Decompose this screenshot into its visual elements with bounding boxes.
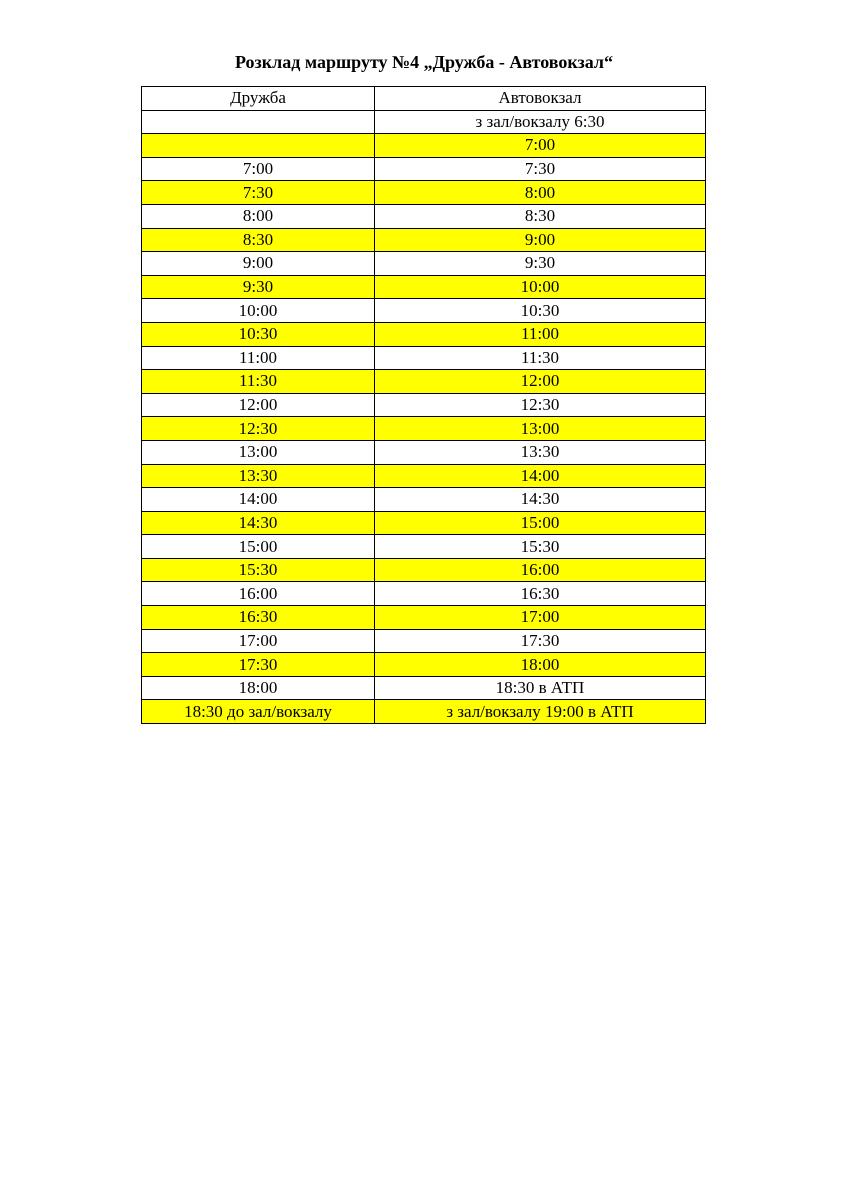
cell-avtovokzal: 12:30	[375, 393, 706, 417]
table-row	[142, 134, 706, 158]
cell-avtovokzal: 14:30	[375, 488, 706, 512]
cell-avtovokzal: 15:00	[375, 511, 706, 535]
cell-avtovokzal: 10:30	[375, 299, 706, 323]
cell-druzhba	[142, 134, 375, 158]
cell-avtovokzal: 8:30	[375, 204, 706, 228]
schedule-table	[141, 86, 706, 724]
cell-avtovokzal: 11:00	[375, 322, 706, 346]
header-avtovokzal: Автовокзал	[375, 87, 706, 111]
table-row	[142, 346, 706, 370]
cell-avtovokzal: з зал/вокзалу 19:00 в АТП	[375, 700, 706, 724]
cell-druzhba: 13:30	[142, 464, 375, 488]
table-row	[142, 511, 706, 535]
cell-avtovokzal: 9:30	[375, 252, 706, 276]
cell-druzhba: 10:00	[142, 299, 375, 323]
table-row	[142, 417, 706, 441]
cell-druzhba: 15:30	[142, 558, 375, 582]
cell-druzhba: 12:30	[142, 417, 375, 441]
table-row	[142, 299, 706, 323]
cell-avtovokzal: 7:30	[375, 157, 706, 181]
table-row	[142, 110, 706, 134]
cell-druzhba: 18:00	[142, 676, 375, 700]
cell-avtovokzal: 13:00	[375, 417, 706, 441]
cell-avtovokzal: 16:30	[375, 582, 706, 606]
cell-druzhba: 14:30	[142, 511, 375, 535]
cell-avtovokzal: 15:30	[375, 535, 706, 559]
cell-avtovokzal: 17:00	[375, 606, 706, 630]
table-row	[142, 322, 706, 346]
table-row	[142, 535, 706, 559]
cell-druzhba: 14:00	[142, 488, 375, 512]
cell-druzhba: 7:30	[142, 181, 375, 205]
table-row	[142, 228, 706, 252]
table-row	[142, 582, 706, 606]
table-row	[142, 204, 706, 228]
cell-avtovokzal: 11:30	[375, 346, 706, 370]
cell-druzhba: 12:00	[142, 393, 375, 417]
cell-avtovokzal: 8:00	[375, 181, 706, 205]
cell-avtovokzal: 17:30	[375, 629, 706, 653]
cell-druzhba: 18:30 до зал/вокзалу	[142, 700, 375, 724]
cell-druzhba: 7:00	[142, 157, 375, 181]
table-row	[142, 558, 706, 582]
cell-avtovokzal: 16:00	[375, 558, 706, 582]
table-row	[142, 700, 706, 724]
cell-avtovokzal: 18:30 в АТП	[375, 676, 706, 700]
cell-druzhba: 10:30	[142, 322, 375, 346]
cell-druzhba: 13:00	[142, 440, 375, 464]
table-row	[142, 252, 706, 276]
cell-druzhba: 16:30	[142, 606, 375, 630]
cell-avtovokzal: 10:00	[375, 275, 706, 299]
cell-druzhba: 17:00	[142, 629, 375, 653]
table-row	[142, 157, 706, 181]
table-row	[142, 488, 706, 512]
table-row	[142, 676, 706, 700]
cell-avtovokzal: 12:00	[375, 370, 706, 394]
table-row	[142, 370, 706, 394]
table-row	[142, 606, 706, 630]
header-druzhba: Дружба	[142, 87, 375, 111]
cell-avtovokzal: 9:00	[375, 228, 706, 252]
schedule-body	[142, 87, 706, 724]
cell-druzhba: 15:00	[142, 535, 375, 559]
cell-druzhba: 17:30	[142, 653, 375, 677]
table-row	[142, 275, 706, 299]
cell-avtovokzal: з зал/вокзалу 6:30	[375, 110, 706, 134]
table-row	[142, 464, 706, 488]
cell-druzhba: 11:00	[142, 346, 375, 370]
cell-druzhba	[142, 110, 375, 134]
cell-avtovokzal: 18:00	[375, 653, 706, 677]
cell-druzhba: 8:30	[142, 228, 375, 252]
cell-druzhba: 9:00	[142, 252, 375, 276]
table-row	[142, 440, 706, 464]
header-row	[142, 87, 706, 111]
cell-druzhba: 8:00	[142, 204, 375, 228]
table-row	[142, 653, 706, 677]
cell-druzhba: 9:30	[142, 275, 375, 299]
cell-avtovokzal: 7:00	[375, 134, 706, 158]
table-row	[142, 181, 706, 205]
cell-druzhba: 11:30	[142, 370, 375, 394]
table-row	[142, 393, 706, 417]
cell-druzhba: 16:00	[142, 582, 375, 606]
cell-avtovokzal: 14:00	[375, 464, 706, 488]
cell-avtovokzal: 13:30	[375, 440, 706, 464]
table-row	[142, 629, 706, 653]
page-title: Розклад маршруту №4 „Дружба - Автовокзал“	[234, 52, 614, 72]
